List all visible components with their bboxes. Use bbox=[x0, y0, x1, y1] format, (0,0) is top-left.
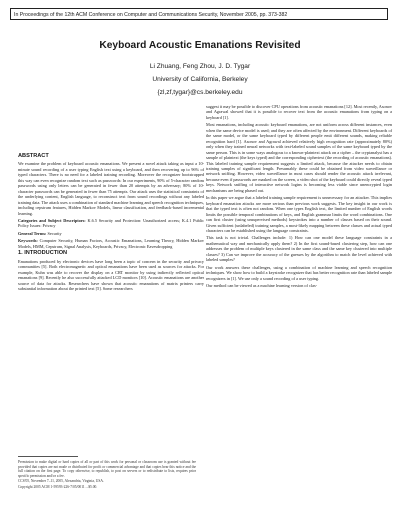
paragraph: Most emanations, including acoustic keyboard emanations, are not uniform across different instances, even when the same device model is used; and they are often affected by the environment. Different keyboards of the same model, or the same keyboard typed by different people emit different sounds, making reliable recognition hard [1]. Asonov and Agrawal achieved relatively high recognition rate (approximately 80%) only when they trained neural networks with text-labeled sound samples of the same keyboard typed by the same person. This is in some ways analogous to a known-plaintext attack on a cipher – the cryptanalyst has a sample of plaintext (the keys typed) and the corresponding ciphertext (the recording of acoustic emanations). This labeled training sample requirement suggests a limited attack, because the attacker needs to obtain training samples of significant length. Presumably these could be obtained from video surveillance or network sniffing. However, video surveillance in most cases should render the acoustic attack irrelevant, because even if passwords are masked on the screen, a video shot of the keyboard could directly reveal typed keys. Network sniffing of interactive network logins is becoming less viable since unencrypted login mechanisms are being phased out. bbox=[206, 122, 392, 193]
intro-text: Emanations produced by electronic devices have long been a topic of concern in the security and privacy communities [5]. Both electromagnetic and optical emanations have been used as sources for attacks. For example, Kuhn was able to recover the display on a CRT monitor by using indirectly reflected optical emanations [9]. Recently he also successfully attacked LCD monitors [10]. Acoustic emanations are another source of data for attacks. Researchers have shown that acoustic emanations of matrix printers carry substantial information about the printed text [5]. Some researchers bbox=[18, 258, 204, 291]
paragraph: This task is not trivial. Challenges include: 1) How can one model these language constraints in a mathematical way and mechanically apply them? 2) In the first sound-based clustering step, how can one addresses the problem of multiple keys clustered in the same class and the same key clustered into multiple classes? 3) Can we improve the accuracy of the guesses by the algorithm to match the level achieved with labeled samples? bbox=[206, 235, 392, 263]
keywords-label: Keywords: bbox=[18, 238, 38, 244]
conference-note: CCS'05, November 7–11, 2005, Alexandria, Virginia, USA. bbox=[18, 479, 104, 484]
terms-text: Security bbox=[47, 230, 62, 236]
paragraph: Our work answers these challenges, using a combination of machine learning and speech recognition techniques. We show how to build a keystroke recognizer that has better recognition rate than labeled sample recognizers in [1]. We use only a sound recording of a user typing. bbox=[206, 264, 392, 281]
copyright-note: Copyright 2005 ACM 1-59593-226-7/05/0011 ...$5.00. bbox=[18, 484, 98, 489]
copyright-footnote bbox=[18, 460, 196, 491]
permission-note: Permission to make digital or hard copies of all or part of this work for personal or classroom use is granted without fee provided that copies are not made or distributed for profit or commercial advantage and that copies bear this notice and the full citation on the first page. To copy otherwise, to republish, to post on servers or to redistribute to lists, requires prior specific permission and/or a fee. bbox=[18, 460, 196, 478]
footnote-rule bbox=[18, 456, 78, 457]
right-column bbox=[206, 104, 392, 291]
categories bbox=[18, 218, 204, 229]
affiliation: University of California, Berkeley bbox=[152, 76, 248, 83]
paper-title: Keyboard Acoustic Emanations Revisited bbox=[99, 40, 301, 51]
proceedings-banner: In Proceedings of the 12th ACM Conference on Computer and Communications Security, November 2005, pp. 373-382 bbox=[10, 8, 388, 20]
abstract-heading: ABSTRACT bbox=[18, 153, 49, 159]
categories-text: K.6.5 Security and Protection: Unauthorized access; K.4.1 Public Policy Issues: Privacy bbox=[18, 217, 205, 229]
keywords-text: Computer Security, Human Factors, Acoustic Emanations, Learning Theory, Hidden Markov Models, HMM, Cepstrum, Signal Analysis, Keyboards, Privacy, Electronic Eavesdropping bbox=[18, 238, 205, 249]
categories-label: Categories and Subject Descriptors: bbox=[18, 217, 86, 223]
paragraph: Our method can be viewed as a machine learning version of clas- bbox=[206, 283, 318, 289]
terms-label: General Terms: bbox=[18, 230, 47, 236]
author-emails: {zl,zf,tygar}@cs.berkeley.edu bbox=[157, 89, 243, 96]
intro-heading: 1. INTRODUCTION bbox=[18, 250, 68, 257]
left-column bbox=[18, 108, 204, 293]
keywords bbox=[18, 238, 204, 249]
authors: Li Zhuang, Feng Zhou, J. D. Tygar bbox=[149, 63, 251, 70]
paragraph: suggest it may be possible to discover CPU operations from acoustic emanations [12]. Most recently, Asonov and Agrawal showed that it is possible to recover text from the acoustic emanations from typing on a keyboard [1]. bbox=[206, 104, 392, 120]
general-terms bbox=[18, 231, 204, 236]
abstract-text: We examine the problem of keyboard acoustic emanations. We present a novel attack taking as input a 10-minute sound recording of a user typing English text using a keyboard, and then recovering up to 96% of typed characters. There is no need for a labeled training recording. Moreover the recognizer bootstrapped this way can even recognize random text such as passwords: In our experiments, 90% of 5-character random passwords using only letters can be generated in fewer than 20 attempts by an adversary; 80% of 10-character passwords can be generated in fewer than 75 attempts. Our attack uses the statistical constraints of the underlying content, English language, to reconstruct text from sound recordings without any labeled training data. The attack uses a combination of standard machine learning and speech recognition techniques, including cepstrum features, Hidden Markov Models, linear classification, and feedback-based incremental learning. bbox=[18, 161, 204, 216]
paragraph: In this paper we argue that a labeled training sample requirement is unnecessary for an attacker. This implies keyboard emanation attacks are more serious than previous work suggests. The key insight in our work is that the typed text is often not random. When one types English text, the limited number of English words limits the possible temporal combinations of keys, and English grammar limits the word combinations. One can first cluster (using unsupervised methods) keystrokes into a number of classes based on their sound. Given sufficient (unlabeled) training samples, a most-likely mapping between these classes and actual typed characters can be established using the language constraints. bbox=[206, 195, 392, 233]
